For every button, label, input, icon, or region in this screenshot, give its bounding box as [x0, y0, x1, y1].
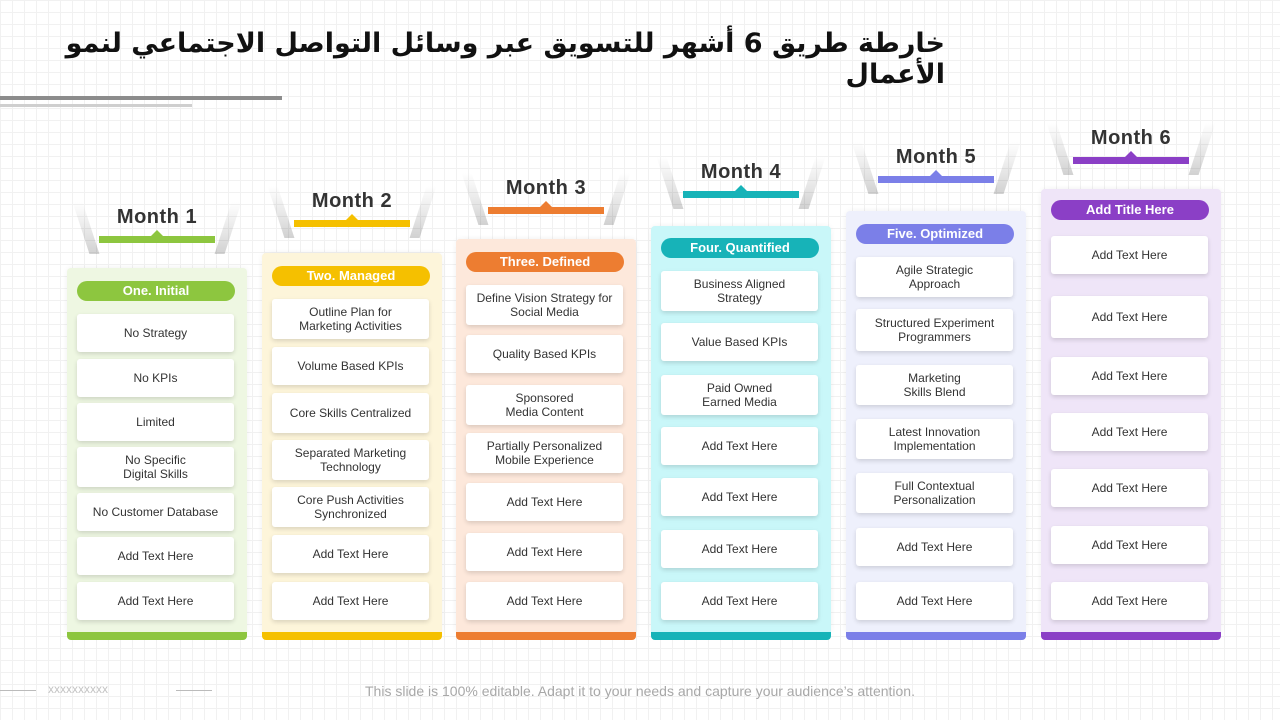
month-label: Month 6 [1090, 127, 1172, 149]
roadmap-item-card: Add Text Here [466, 582, 623, 620]
stage-pill: One. Initial [77, 281, 235, 301]
roadmap-item-card: Add Text Here [856, 528, 1013, 566]
month-column-5 [846, 0, 1026, 720]
roadmap-item-card: Marketing Skills Blend [856, 365, 1013, 405]
month-column-6 [1041, 0, 1221, 720]
month-underline [878, 176, 994, 183]
roadmap-item-card: Add Text Here [272, 535, 429, 573]
month-header [659, 147, 823, 215]
column-base-bar [846, 632, 1026, 640]
roadmap-item-card: Business Aligned Strategy [661, 271, 818, 311]
column-base-bar [456, 632, 636, 640]
month-header [464, 163, 628, 231]
month-label: Month 1 [116, 206, 198, 228]
roadmap-item-card: Paid Owned Earned Media [661, 375, 818, 415]
roadmap-item-card: No Customer Database [77, 493, 234, 531]
roadmap-item-card: Core Skills Centralized [272, 393, 429, 433]
roadmap-item-card: Add Text Here [856, 582, 1013, 620]
month-label: Month 2 [311, 190, 393, 212]
roadmap-item-card: No Strategy [77, 314, 234, 352]
footer-note: This slide is 100% editable. Adapt it to your needs and capture your audience’s attention. [365, 683, 915, 699]
roadmap-item-card: Full Contextual Personalization [856, 473, 1013, 513]
month-column-1 [67, 0, 247, 720]
roadmap-item-card: Add Text Here [1051, 526, 1208, 564]
roadmap-item-card: Add Text Here [1051, 236, 1208, 274]
roadmap-item-card: Add Text Here [661, 530, 818, 568]
roadmap-item-card: Add Text Here [661, 582, 818, 620]
column-base-bar [262, 632, 442, 640]
month-header [75, 192, 239, 260]
month-column-4 [651, 0, 831, 720]
month-underline [488, 207, 604, 214]
roadmap-item-card: Add Text Here [466, 533, 623, 571]
roadmap-item-card: Partially Personalized Mobile Experience [466, 433, 623, 473]
roadmap-item-card: Latest Innovation Implementation [856, 419, 1013, 459]
roadmap-item-card: Agile Strategic Approach [856, 257, 1013, 297]
month-label: Month 3 [505, 177, 587, 199]
roadmap-item-card: Add Text Here [272, 582, 429, 620]
roadmap-item-card: Core Push Activities Synchronized [272, 487, 429, 527]
roadmap-item-card: Add Text Here [661, 427, 818, 465]
month-underline [683, 191, 799, 198]
roadmap-item-card: Separated Marketing Technology [272, 440, 429, 480]
roadmap-item-card: Add Text Here [1051, 296, 1208, 338]
stage-pill: Add Title Here [1051, 200, 1209, 220]
roadmap-item-card: Volume Based KPIs [272, 347, 429, 385]
month-header [854, 132, 1018, 200]
month-underline [1073, 157, 1189, 164]
stage-pill: Two. Managed [272, 266, 430, 286]
month-column-3 [456, 0, 636, 720]
roadmap-item-card: Add Text Here [1051, 413, 1208, 451]
roadmap-item-card: Add Text Here [1051, 582, 1208, 620]
roadmap-item-card: Define Vision Strategy for Social Media [466, 285, 623, 325]
month-header [270, 176, 434, 244]
roadmap-item-card: Add Text Here [1051, 357, 1208, 395]
roadmap-item-card: Outline Plan for Marketing Activities [272, 299, 429, 339]
stage-pill: Three. Defined [466, 252, 624, 272]
roadmap-item-card: Add Text Here [466, 483, 623, 521]
roadmap-item-card: Add Text Here [1051, 469, 1208, 507]
roadmap-item-card: Sponsored Media Content [466, 385, 623, 425]
month-label: Month 4 [700, 161, 782, 183]
column-base-bar [67, 632, 247, 640]
footer-decoration [0, 682, 220, 698]
column-base-bar [651, 632, 831, 640]
roadmap-item-card: Add Text Here [661, 478, 818, 516]
roadmap-item-card: Add Text Here [77, 537, 234, 575]
footer-decoration-text: xxxxxxxxxx [48, 682, 108, 696]
roadmap-item-card: Structured Experiment Programmers [856, 309, 1013, 351]
roadmap-item-card: Value Based KPIs [661, 323, 818, 361]
stage-pill: Five. Optimized [856, 224, 1014, 244]
roadmap-item-card: No KPIs [77, 359, 234, 397]
month-underline [294, 220, 410, 227]
roadmap-item-card: Quality Based KPIs [466, 335, 623, 373]
month-label: Month 5 [895, 146, 977, 168]
month-column-2 [262, 0, 442, 720]
month-header [1049, 113, 1213, 181]
roadmap-item-card: Add Text Here [77, 582, 234, 620]
roadmap-item-card: No Specific Digital Skills [77, 447, 234, 487]
roadmap-item-card: Limited [77, 403, 234, 441]
month-underline [99, 236, 215, 243]
slide-title: خارطة طريق 6 أشهر للتسويق عبر وسائل التواصل الاجتماعي لنمو الأعمال [65, 28, 945, 90]
stage-pill: Four. Quantified [661, 238, 819, 258]
column-base-bar [1041, 632, 1221, 640]
